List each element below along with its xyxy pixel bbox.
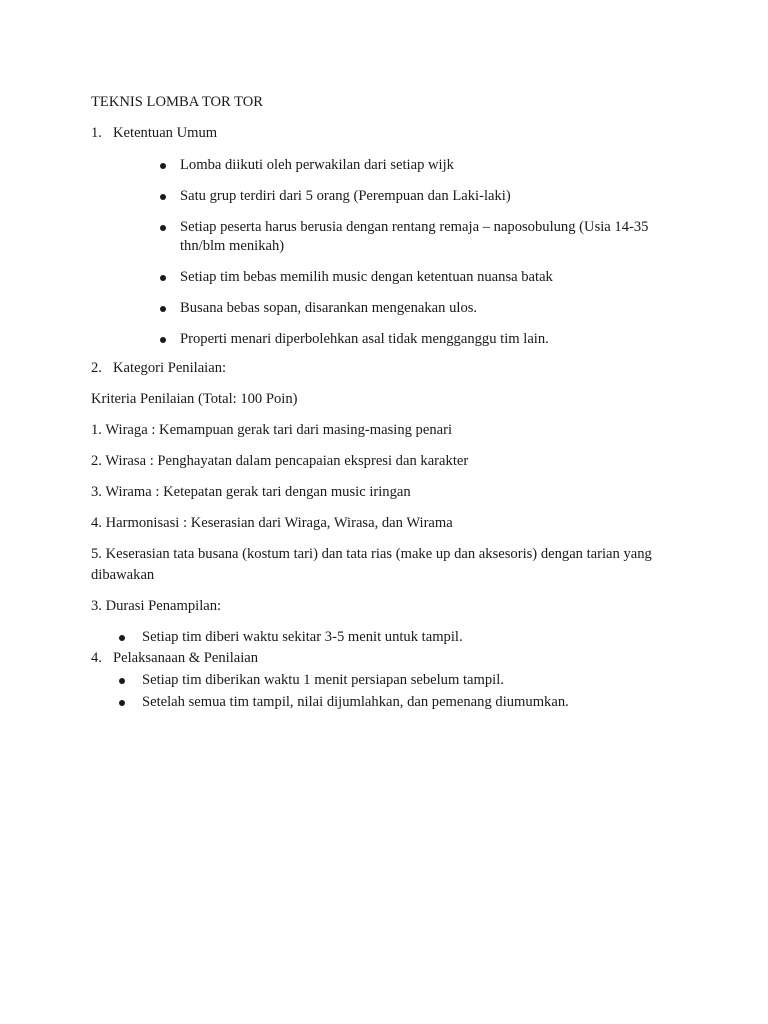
section-1-heading: Ketentuan Umum xyxy=(113,125,218,141)
bullet-icon xyxy=(160,275,166,281)
list-item: Setelah semua tim tampil, nilai dijumlahkan, dan pemenang diumumkan. xyxy=(142,694,569,710)
list-item: Setiap tim diberi waktu sekitar 3-5 menit untuk tampil. xyxy=(142,629,463,645)
section-3-heading: 3. Durasi Penampilan: xyxy=(91,598,222,614)
bullet-icon xyxy=(160,225,166,231)
list-item: Setiap tim bebas memilih music dengan ketentuan nuansa batak xyxy=(180,269,553,285)
list-item-continuation: thn/blm menikah) xyxy=(180,238,285,254)
list-item: Properti menari diperbolehkan asal tidak mengganggu tim lain. xyxy=(180,331,549,347)
list-item: Setiap peserta harus berusia dengan rentang remaja – naposobulung (Usia 14-35 xyxy=(180,219,649,235)
bullet-icon xyxy=(119,700,125,706)
section-2-number: 2. xyxy=(91,360,102,376)
criteria-item: 5. Keserasian tata busana (kostum tari) dan tata rias (make up dan aksesoris) dengan tarian yang xyxy=(91,546,652,562)
section-4-heading: Pelaksanaan & Penilaian xyxy=(113,650,259,666)
bullet-icon xyxy=(160,306,166,312)
bullet-icon xyxy=(160,337,166,343)
list-item: Setiap tim diberikan waktu 1 menit persiapan sebelum tampil. xyxy=(142,672,504,688)
criteria-item: 3. Wirama : Ketepatan gerak tari dengan music iringan xyxy=(91,484,411,500)
section-2-heading: Kategori Penilaian: xyxy=(113,360,227,376)
bullet-icon xyxy=(119,678,125,684)
criteria-item: 1. Wiraga : Kemampuan gerak tari dari masing-masing penari xyxy=(91,422,453,438)
criteria-title: Kriteria Penilaian (Total: 100 Poin) xyxy=(91,391,298,407)
list-item: Busana bebas sopan, disarankan mengenakan ulos. xyxy=(180,300,478,316)
criteria-item: 2. Wirasa : Penghayatan dalam pencapaian ekspresi dan karakter xyxy=(91,453,469,469)
document-title: TEKNIS LOMBA TOR TOR xyxy=(91,94,264,110)
bullet-icon xyxy=(160,194,166,200)
section-4-number: 4. xyxy=(91,650,102,666)
list-item: Lomba diikuti oleh perwakilan dari setiap wijk xyxy=(180,157,454,173)
criteria-item: 4. Harmonisasi : Keserasian dari Wiraga, Wirasa, dan Wirama xyxy=(91,515,453,531)
section-1-number: 1. xyxy=(91,125,102,141)
criteria-item-continuation: dibawakan xyxy=(91,567,155,583)
list-item: Satu grup terdiri dari 5 orang (Perempuan dan Laki-laki) xyxy=(180,188,511,204)
bullet-icon xyxy=(119,635,125,641)
bullet-icon xyxy=(160,163,166,169)
